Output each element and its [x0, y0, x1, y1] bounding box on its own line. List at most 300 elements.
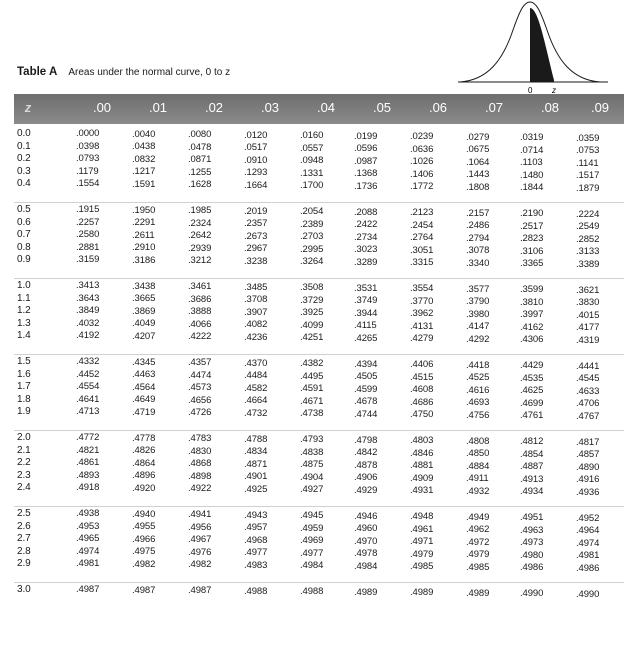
table-cell: .4793: [300, 434, 324, 445]
table-cell: .3790: [466, 296, 490, 307]
table-label: Table A: [17, 66, 58, 78]
table-cell: .4207: [132, 330, 156, 342]
table-cell: .4599: [354, 383, 378, 395]
table-cell: .4904: [300, 471, 324, 483]
table-cell: .4484: [244, 370, 268, 381]
table-cell: .4830: [188, 445, 212, 457]
table-cell: .0000: [76, 128, 100, 139]
table-cell: .0359: [576, 132, 600, 144]
table-cell: .4162: [520, 321, 544, 333]
table-cell: .1517: [576, 170, 600, 181]
table-cell: .4861: [76, 457, 100, 468]
table-cell: .4979: [410, 548, 434, 560]
table-cell: .4821: [76, 444, 100, 456]
table-cell: .4986: [576, 562, 600, 574]
table-cell: .4976: [188, 546, 212, 558]
table-row: [14, 558, 624, 574]
table-cell: .4015: [576, 309, 600, 321]
table-cell: .3340: [466, 257, 490, 269]
table-cell: .4977: [300, 547, 324, 559]
table-cell: .1591: [132, 178, 156, 190]
table-cell: .2939: [188, 242, 212, 254]
normal-curve-shaded-area: [530, 8, 554, 82]
table-cell: .4875: [300, 459, 324, 470]
table-cell: .2794: [466, 232, 490, 244]
table-cell: .4982: [132, 558, 156, 570]
table-cell: .4989: [466, 587, 490, 599]
table-cell: .1368: [354, 168, 378, 179]
normal-curve-figure: [458, 0, 624, 94]
table-cell: .0832: [132, 153, 156, 165]
table-cell: .3925: [300, 307, 324, 318]
table-cell: .3907: [244, 306, 268, 318]
table-cell: .4147: [466, 321, 490, 332]
table-cell: .4535: [520, 372, 544, 384]
table-cell: .2389: [300, 218, 324, 230]
table-cell: .0910: [244, 154, 268, 166]
table-cell: .4987: [76, 584, 100, 595]
table-cell: .4798: [354, 434, 378, 446]
table-cell: .4896: [132, 470, 156, 481]
table-cell: .1064: [466, 156, 490, 168]
table-cell: .4693: [466, 397, 490, 408]
table-cell: .0675: [466, 144, 490, 155]
table-cell: .4951: [520, 512, 544, 523]
header-col: .03: [260, 100, 280, 115]
table-cell: .3264: [300, 256, 324, 267]
table-row: [14, 254, 624, 270]
table-cell: .3461: [188, 281, 212, 292]
table-cell: .4251: [300, 332, 324, 343]
table-cell: .1915: [76, 204, 100, 215]
table-row: [14, 356, 624, 372]
table-cell: .1950: [132, 204, 156, 216]
table-cell: .4990: [520, 588, 544, 599]
table-cell: .0948: [300, 155, 324, 166]
table-cell: .4306: [520, 334, 544, 345]
table-cell: .4963: [520, 524, 544, 536]
table-cell: .2357: [244, 218, 268, 229]
table-cell: .3238: [244, 255, 268, 267]
table-cell: .1808: [466, 181, 490, 193]
z-value: 1.0: [17, 280, 31, 291]
table-cell: .4941: [188, 509, 212, 520]
table-cell: .4938: [76, 508, 100, 519]
table-cell: .2995: [300, 243, 324, 255]
table-cell: .4929: [354, 484, 378, 496]
table-cell: .4890: [576, 461, 600, 473]
table-cell: .4984: [354, 560, 378, 572]
table-cell: .4817: [576, 436, 600, 448]
table-cell: .4846: [410, 447, 434, 459]
table-cell: .1331: [300, 167, 324, 179]
z-value: 1.1: [17, 292, 31, 304]
table-cell: .2910: [132, 242, 156, 253]
table-cell: .4222: [188, 331, 212, 342]
table-cell: .4515: [410, 371, 434, 383]
table-cell: .2734: [354, 231, 378, 243]
table-cell: .4943: [244, 509, 268, 521]
table-header-row: [14, 94, 624, 124]
table-cell: .0040: [132, 128, 156, 140]
table-cell: .4738: [300, 408, 324, 419]
table-cell: .1772: [410, 181, 434, 192]
table-cell: .3810: [520, 296, 544, 308]
table-cell: .3599: [520, 284, 544, 295]
table-cell: .0793: [76, 153, 100, 164]
table-cell: .4922: [188, 483, 212, 494]
table-cell: .4953: [76, 520, 100, 532]
table-cell: .4066: [188, 318, 212, 330]
table-cell: .3078: [466, 245, 490, 256]
table-cell: .4808: [466, 435, 490, 447]
table-cell: .1879: [576, 182, 600, 194]
table-cell: .4573: [188, 382, 212, 393]
table-cell: .4370: [244, 357, 268, 369]
table-cell: .4783: [188, 433, 212, 444]
row-group: [14, 584, 624, 658]
table-cell: .4236: [244, 331, 268, 343]
table-cell: .3289: [354, 256, 378, 268]
header-col: .00: [92, 100, 112, 115]
table-cell: .3888: [188, 306, 212, 317]
table-cell: .4988: [244, 585, 268, 597]
z-value: 2.0: [17, 432, 31, 443]
table-cell: .1664: [244, 179, 268, 191]
table-cell: .4988: [300, 586, 324, 597]
table-cell: .4772: [76, 432, 100, 443]
table-cell: .0160: [300, 130, 324, 141]
table-cell: .4965: [76, 533, 100, 544]
table-caption: Areas under the normal curve, 0 to z: [68, 67, 231, 78]
table-row: [14, 178, 624, 194]
table-cell: .4732: [244, 407, 268, 419]
table-cell: .4980: [520, 549, 544, 561]
table-row: [14, 368, 624, 384]
table-row: [14, 216, 624, 232]
table-row: [14, 204, 624, 220]
table-cell: .4960: [354, 523, 378, 534]
table-cell: .4192: [76, 330, 100, 341]
table-row: [14, 128, 624, 144]
z-value: 0.5: [17, 204, 31, 215]
table-cell: .4726: [188, 407, 212, 418]
table-cell: .1217: [132, 166, 156, 177]
table-cell: .4332: [76, 356, 100, 367]
table-cell: .4925: [244, 483, 268, 495]
table-cell: .2486: [466, 220, 490, 231]
z-value: 1.7: [17, 381, 31, 392]
table-row: [14, 444, 624, 460]
table-cell: .2454: [410, 219, 434, 231]
table-cell: .3508: [300, 282, 324, 293]
table-cell: .2703: [300, 231, 324, 242]
table-cell: .4975: [132, 546, 156, 557]
table-row: [14, 140, 624, 156]
table-cell: .3438: [132, 280, 156, 292]
table-cell: .2123: [410, 207, 434, 218]
table-cell: .4812: [520, 436, 544, 447]
table-cell: .2764: [410, 232, 434, 243]
table-cell: .4177: [576, 322, 600, 333]
table-cell: .1700: [300, 180, 324, 191]
table-cell: .4761: [520, 410, 544, 421]
table-cell: .2611: [132, 229, 155, 241]
table-cell: .0517: [244, 142, 268, 153]
table-cell: .4983: [244, 559, 268, 571]
z-value: 0.4: [17, 178, 31, 189]
z-value: 2.7: [17, 533, 31, 544]
table-row: [14, 280, 624, 296]
z-value: 0.1: [17, 140, 31, 152]
table-cell: .4918: [76, 482, 100, 493]
table-cell: .4625: [520, 385, 544, 396]
table-cell: .4911: [466, 473, 489, 484]
table-cell: .4686: [410, 396, 434, 408]
table-cell: .4989: [410, 587, 434, 598]
table-cell: .1255: [188, 166, 212, 178]
table-cell: .4987: [188, 585, 212, 596]
table-cell: .4913: [520, 473, 544, 485]
table-cell: .0120: [244, 129, 268, 141]
row-group: [14, 128, 624, 203]
table-cell: .4591: [300, 383, 324, 394]
table-cell: .4978: [354, 548, 378, 559]
table-cell: .4505: [354, 371, 378, 382]
table-row: [14, 292, 624, 308]
table-cell: .4964: [576, 525, 600, 536]
table-cell: .4974: [576, 537, 600, 549]
z-value: 0.6: [17, 216, 31, 228]
row-group: [14, 508, 624, 583]
table-cell: .4564: [132, 381, 156, 393]
table-cell: .4850: [466, 448, 490, 459]
z-value: 0.0: [17, 128, 31, 139]
header-col: .06: [428, 100, 448, 115]
table-cell: .1179: [76, 165, 99, 177]
table-cell: .0596: [354, 143, 378, 154]
table-cell: .4713: [76, 406, 100, 417]
table-cell: .4946: [354, 510, 378, 522]
table-cell: .1141: [576, 157, 599, 169]
table-cell: .4893: [76, 469, 100, 481]
z-value: 2.2: [17, 457, 31, 468]
table-row: [14, 545, 624, 561]
curve-z-label: z: [552, 86, 556, 94]
table-cell: .0279: [466, 131, 490, 143]
table-cell: .4934: [520, 486, 544, 497]
table-cell: .4032: [76, 317, 100, 329]
table-cell: .4887: [520, 461, 544, 472]
table-cell: .4319: [576, 334, 600, 346]
table-cell: .4982: [188, 559, 212, 570]
table-cell: .4986: [520, 562, 544, 573]
row-group: [14, 280, 624, 355]
table-cell: .4750: [410, 409, 434, 420]
table-cell: .3413: [76, 280, 100, 291]
table-cell: .3849: [76, 305, 100, 316]
table-cell: .4857: [576, 449, 600, 460]
table-cell: .3365: [520, 258, 544, 269]
table-cell: .2054: [300, 206, 324, 217]
table-cell: .1736: [354, 180, 378, 192]
table-cell: .1026: [410, 156, 434, 167]
table-cell: .4901: [244, 471, 268, 482]
table-cell: .3023: [354, 244, 378, 255]
table-cell: .4945: [300, 510, 324, 521]
table-cell: .4656: [188, 394, 212, 406]
table-row: [14, 482, 624, 498]
table-row: [14, 508, 624, 524]
table-cell: .3186: [132, 254, 156, 266]
table-cell: .0398: [76, 140, 100, 152]
table-cell: .4788: [244, 433, 268, 445]
table-cell: .1103: [520, 157, 543, 168]
table-cell: .4357: [188, 357, 212, 368]
table-cell: .4868: [188, 458, 212, 469]
table-cell: .4382: [300, 358, 324, 369]
table-cell: .3729: [300, 294, 324, 306]
z-value: 2.1: [17, 444, 31, 456]
table-cell: .0478: [188, 141, 212, 153]
table-cell: .1985: [188, 205, 212, 216]
table-row: [14, 330, 624, 346]
z-value: 2.3: [17, 469, 31, 481]
table-cell: .4554: [76, 381, 100, 392]
table-cell: .4633: [576, 385, 600, 397]
table-row: [14, 584, 624, 600]
table-cell: .1406: [410, 168, 434, 180]
table-cell: .4969: [300, 535, 324, 546]
table-cell: .2157: [466, 207, 490, 219]
table-cell: .0987: [354, 155, 378, 167]
table-cell: .0714: [520, 144, 544, 156]
table-cell: .4678: [354, 396, 378, 407]
row-group: [14, 204, 624, 279]
header-col: .01: [148, 100, 168, 115]
table-cell: .4115: [354, 320, 377, 331]
table-cell: .2852: [576, 233, 600, 245]
table-cell: .4406: [410, 359, 434, 370]
table-cell: .4977: [244, 547, 268, 558]
table-cell: .2823: [520, 233, 544, 244]
table-cell: .0557: [300, 142, 324, 154]
table-cell: .4948: [410, 511, 434, 522]
table-cell: .4955: [132, 521, 156, 532]
z-value: 1.4: [17, 330, 31, 341]
table-cell: .4916: [576, 474, 600, 485]
table-cell: .4920: [132, 482, 156, 494]
table-cell: .4878: [354, 459, 378, 471]
table-cell: .4474: [188, 369, 212, 381]
table-cell: .4987: [132, 584, 156, 596]
table-cell: .4082: [244, 319, 268, 330]
table-cell: .4881: [410, 460, 434, 471]
table-cell: .4719: [132, 406, 156, 418]
table-cell: .0239: [410, 131, 434, 142]
table-cell: .4616: [466, 384, 490, 396]
table-cell: .4985: [466, 561, 490, 573]
z-value: 1.5: [17, 356, 31, 367]
table-cell: .4706: [576, 398, 600, 409]
table-cell: .1844: [520, 182, 544, 193]
header-col: .08: [540, 100, 560, 115]
table-row: [14, 153, 624, 169]
table-cell: .0636: [410, 143, 434, 155]
table-cell: .4984: [300, 560, 324, 571]
table-cell: .3577: [466, 283, 490, 295]
table-cell: .2291: [132, 217, 156, 228]
table-cell: .4898: [188, 470, 212, 482]
table-cell: .3531: [354, 282, 378, 294]
table-cell: .2673: [244, 230, 268, 242]
table-cell: .4292: [466, 333, 490, 345]
table-cell: .4778: [132, 432, 156, 444]
table-row: [14, 229, 624, 245]
table-cell: .4973: [520, 537, 544, 548]
table-cell: .2517: [520, 220, 544, 232]
table-cell: .4608: [410, 384, 434, 395]
table-cell: .4927: [300, 484, 324, 495]
table-cell: .2324: [188, 217, 212, 229]
table-cell: .4826: [132, 445, 156, 456]
table-row: [14, 165, 624, 181]
table-cell: .4495: [300, 370, 324, 382]
table-cell: .3665: [132, 293, 156, 304]
table-row: [14, 457, 624, 473]
table-cell: .4940: [132, 508, 156, 520]
table-cell: .4936: [576, 486, 600, 498]
table-cell: .4744: [354, 408, 378, 420]
header-col: .02: [204, 100, 224, 115]
table-cell: .4441: [576, 360, 600, 372]
table-cell: .2967: [244, 243, 268, 254]
z-value: 0.3: [17, 165, 31, 177]
table-cell: .4967: [188, 534, 212, 545]
table-cell: .1293: [244, 167, 268, 178]
row-group: [14, 432, 624, 507]
table-cell: .4699: [520, 397, 544, 409]
table-cell: .4989: [354, 586, 378, 598]
table-cell: .4864: [132, 457, 156, 469]
z-value: 1.6: [17, 368, 31, 380]
table-cell: .4842: [354, 447, 378, 458]
table-cell: .4961: [410, 523, 434, 535]
table-cell: .1480: [520, 169, 544, 181]
table-cell: .0753: [576, 145, 600, 156]
table-cell: .4545: [576, 373, 600, 384]
table-cell: .3621: [576, 284, 600, 296]
table-cell: .4345: [132, 356, 156, 368]
table-row: [14, 432, 624, 448]
table-cell: .2881: [76, 241, 100, 253]
table-cell: .4981: [576, 550, 600, 561]
table-cell: .3830: [576, 297, 600, 308]
table-cell: .3159: [76, 254, 100, 265]
row-group: [14, 356, 624, 431]
table-cell: .4429: [520, 360, 544, 371]
table-cell: .3749: [354, 295, 378, 306]
header-col: .07: [484, 100, 504, 115]
table-cell: .4854: [520, 448, 544, 460]
z-value: 3.0: [17, 584, 31, 595]
table-cell: .2642: [188, 230, 212, 241]
z-value: 0.7: [17, 229, 31, 240]
z-value: 2.8: [17, 545, 31, 557]
table-cell: .4972: [466, 536, 490, 548]
table-cell: .3051: [410, 244, 434, 256]
table-cell: .1443: [466, 169, 490, 180]
